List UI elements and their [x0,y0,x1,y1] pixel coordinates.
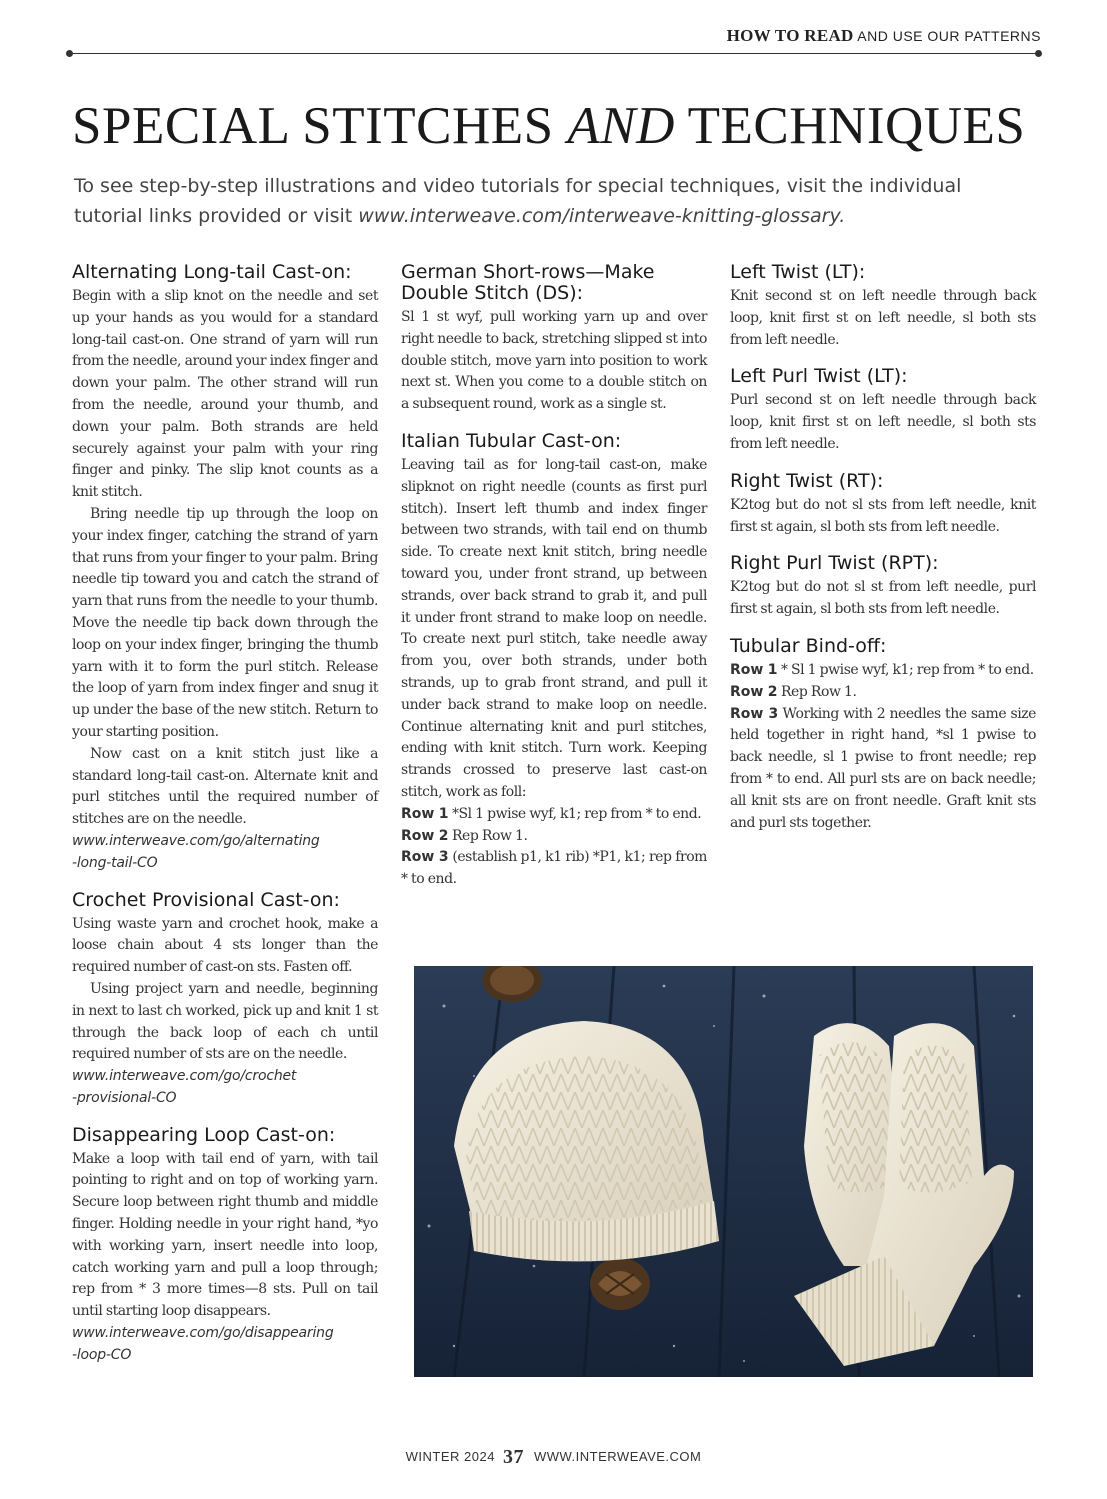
body-paragraph: K2tog but do not sl st from left needle, purl first st again, sl both sts from left needle. [730,579,1036,618]
link-line-1[interactable]: www.interweave.com/go/crochet [72,1068,297,1085]
tutorial-link[interactable] [72,1066,378,1110]
body-paragraph: Now cast on a knit stitch just like a standard long-tail cast-on. Alternate knit and purl stitches until the required number of stitches are on the needle. [72,745,378,828]
photo-illustration [414,966,1033,1377]
row-text: Rep Row 1. [777,683,857,700]
section-right-twist [730,471,1036,539]
pine-cone-bottom [590,1258,650,1310]
section-right-purl-twist [730,553,1036,621]
page-footer [0,1446,1107,1469]
body-paragraph: Using waste yarn and crochet hook, make a loose chain about 4 sts longer than the required number of cast-on sts. Fasten off. [72,915,378,976]
heading-line-1: German Short-rows—Make [401,261,655,283]
section-disappearing-loop [72,1125,378,1367]
section-italian-tubular [401,431,707,891]
section-heading: Left Twist (LT): [730,261,866,283]
link-line-2[interactable]: -long-tail-CO [72,854,158,871]
body-paragraph: Purl second st on left needle through back loop, knit first st on left needle, sl both sts from left needle. [730,392,1036,452]
body-paragraph: Knit second st on left needle through back loop, knit first st on left needle, sl both sts from left needle. [730,288,1036,348]
row-text: *Sl 1 pwise wyf, k1; rep from * to end. [448,805,702,822]
section-heading: Tubular Bind-off: [730,634,887,657]
row-instruction [401,804,707,826]
row-label: Row 1 [730,661,778,678]
body-paragraph: Sl 1 st wyf, pull working yarn up and over right needle to back, stretching slipped st into double stitch, move yarn into position to work next st. When you come to a double stitch on a subsequent round, work as a single st. [401,309,707,413]
issue-label: WINTER 2024 [405,1449,495,1464]
link-line-1[interactable]: www.interweave.com/go/disappearing [72,1325,334,1342]
section-heading: Italian Tubular Cast-on: [401,429,622,452]
row-instruction [401,826,707,848]
section-left-purl-twist [730,366,1036,455]
hat-and-mittens-photo [414,966,1033,1377]
body-paragraph: Make a loop with tail end of yarn, with tail pointing to right and on top of working yarn. Secure loop between right thumb and middle finger. Holding needle in your right hand, *yo with working yarn, insert needle into loop, catch working yarn and pull a loop through; rep from * 3 more times—8 sts. Pull on tail until starting loop disappears. [72,1150,378,1320]
website-label[interactable]: WWW.INTERWEAVE.COM [533,1449,702,1464]
section-heading [401,262,707,304]
section-left-twist [730,262,1036,351]
body-paragraph: Begin with a slip knot on the needle and set up your hands as you would for a standard long-tail cast-on. One strand of yarn will run from the needle, around your index finger and down your palm. The other strand will run from the needle, around your thumb, and down your palm. Both strands are held securely against your palm with your ring finger and pinky. The slip knot counts as a knit stitch. [72,288,378,501]
running-head-rest: AND USE OUR PATTERNS [857,28,1041,44]
row-label: Row 2 [401,827,449,844]
body-paragraph: Bring needle tip up through the loop on your index finger, catching the strand of yarn that runs from your finger to your palm. Bring needle tip toward you and catch the strand of yarn that runs from the needle to your thumb. Move the needle tip back down through the loop on your index finger, bringing the thumb yarn with it to form the purl stitch. Release the loop of yarn from index finger and snug it up under the base of the new stitch. Return to your starting position. [72,505,378,740]
heading-line-2: Double Stitch (DS): [401,282,584,304]
row-label: Row 1 [401,805,449,822]
row-instruction [730,660,1036,682]
section-heading: Crochet Provisional Cast-on: [72,888,340,911]
tutorial-link[interactable] [72,831,378,875]
running-head-bold: HOW TO READ [726,26,854,45]
link-line-1[interactable]: www.interweave.com/go/alternating [72,832,320,849]
page-number: 37 [502,1446,524,1468]
row-instruction [730,682,1036,704]
section-heading: Left Purl Twist (LT): [730,365,908,388]
link-line-2[interactable]: -loop-CO [72,1346,132,1363]
column-1 [72,262,378,1382]
intro-text: To see step-by-step illustrations and video tutorials for special techniques, visit the individual tutorial links provided or visit [74,175,962,227]
title-part-2: AND [567,97,675,155]
row-instruction [401,847,707,891]
section-german-short-rows [401,262,707,416]
column-2 [401,262,707,906]
body-paragraph: K2tog but do not sl sts from left needle, knit first st again, sl both sts from left needle. [730,496,1036,535]
column-3 [730,262,1036,849]
section-heading: Right Purl Twist (RPT): [730,552,939,575]
section-crochet-provisional [72,890,378,1110]
page-title [72,96,1025,156]
section-alternating-long-tail [72,262,378,875]
glossary-link[interactable]: www.interweave.com/interweave-knitting-glossary. [358,205,846,227]
running-head [727,26,1041,46]
row-label: Row 2 [730,683,778,700]
link-line-2[interactable]: -provisional-CO [72,1089,177,1106]
row-instruction [730,704,1036,835]
body-paragraph: Using project yarn and needle, beginning in next to last ch worked, pick up and knit 1 st through the back loop of each ch until required number of sts are on the needle. [72,980,378,1063]
title-part-1: SPECIAL STITCHES [72,97,554,155]
row-text: Rep Row 1. [448,827,528,844]
row-label: Row 3 [401,849,449,866]
section-tubular-bind-off [730,636,1036,834]
tutorial-link[interactable] [72,1323,378,1367]
row-text: * Sl 1 pwise wyf, k1; rep from * to end. [777,661,1034,678]
section-heading: Alternating Long-tail Cast-on: [72,261,352,283]
section-heading: Disappearing Loop Cast-on: [72,1123,336,1146]
row-text: Working with 2 needles the same size held together in right hand, *sl 1 pwise to back needle, sl 1 pwise to front needle; rep from * to end. All purl sts are on back needle; all knit sts are on front needle. Graft knit sts and purl sts together. [730,705,1036,831]
header-rule [68,53,1040,54]
section-heading: Right Twist (RT): [730,469,884,492]
row-text: (establish p1, k1 rib) *P1, k1; rep from * to end. [401,849,707,888]
title-part-3: TECHNIQUES [687,97,1026,155]
row-label: Row 3 [730,705,779,722]
body-paragraph: Leaving tail as for long-tail cast-on, make slipknot on right needle (counts as first purl stitch). Insert left thumb and index finger between two strands, with tail end on thumb side. To create next knit stitch, bring needle toward you, under front strand, up between strands, over back strand to grab it, and pull it under front strand to make loop on needle. To create next purl stitch, take needle away from you, over both strands, under both strands, up to grab front strand, and pull it under back strand to make loop on needle. Continue alternating knit and purl stitches, ending with knit stitch. Turn work. Keeping strands crossed to preserve last cast-on stitch, work as foll: [401,456,707,800]
intro-paragraph [74,171,1034,231]
